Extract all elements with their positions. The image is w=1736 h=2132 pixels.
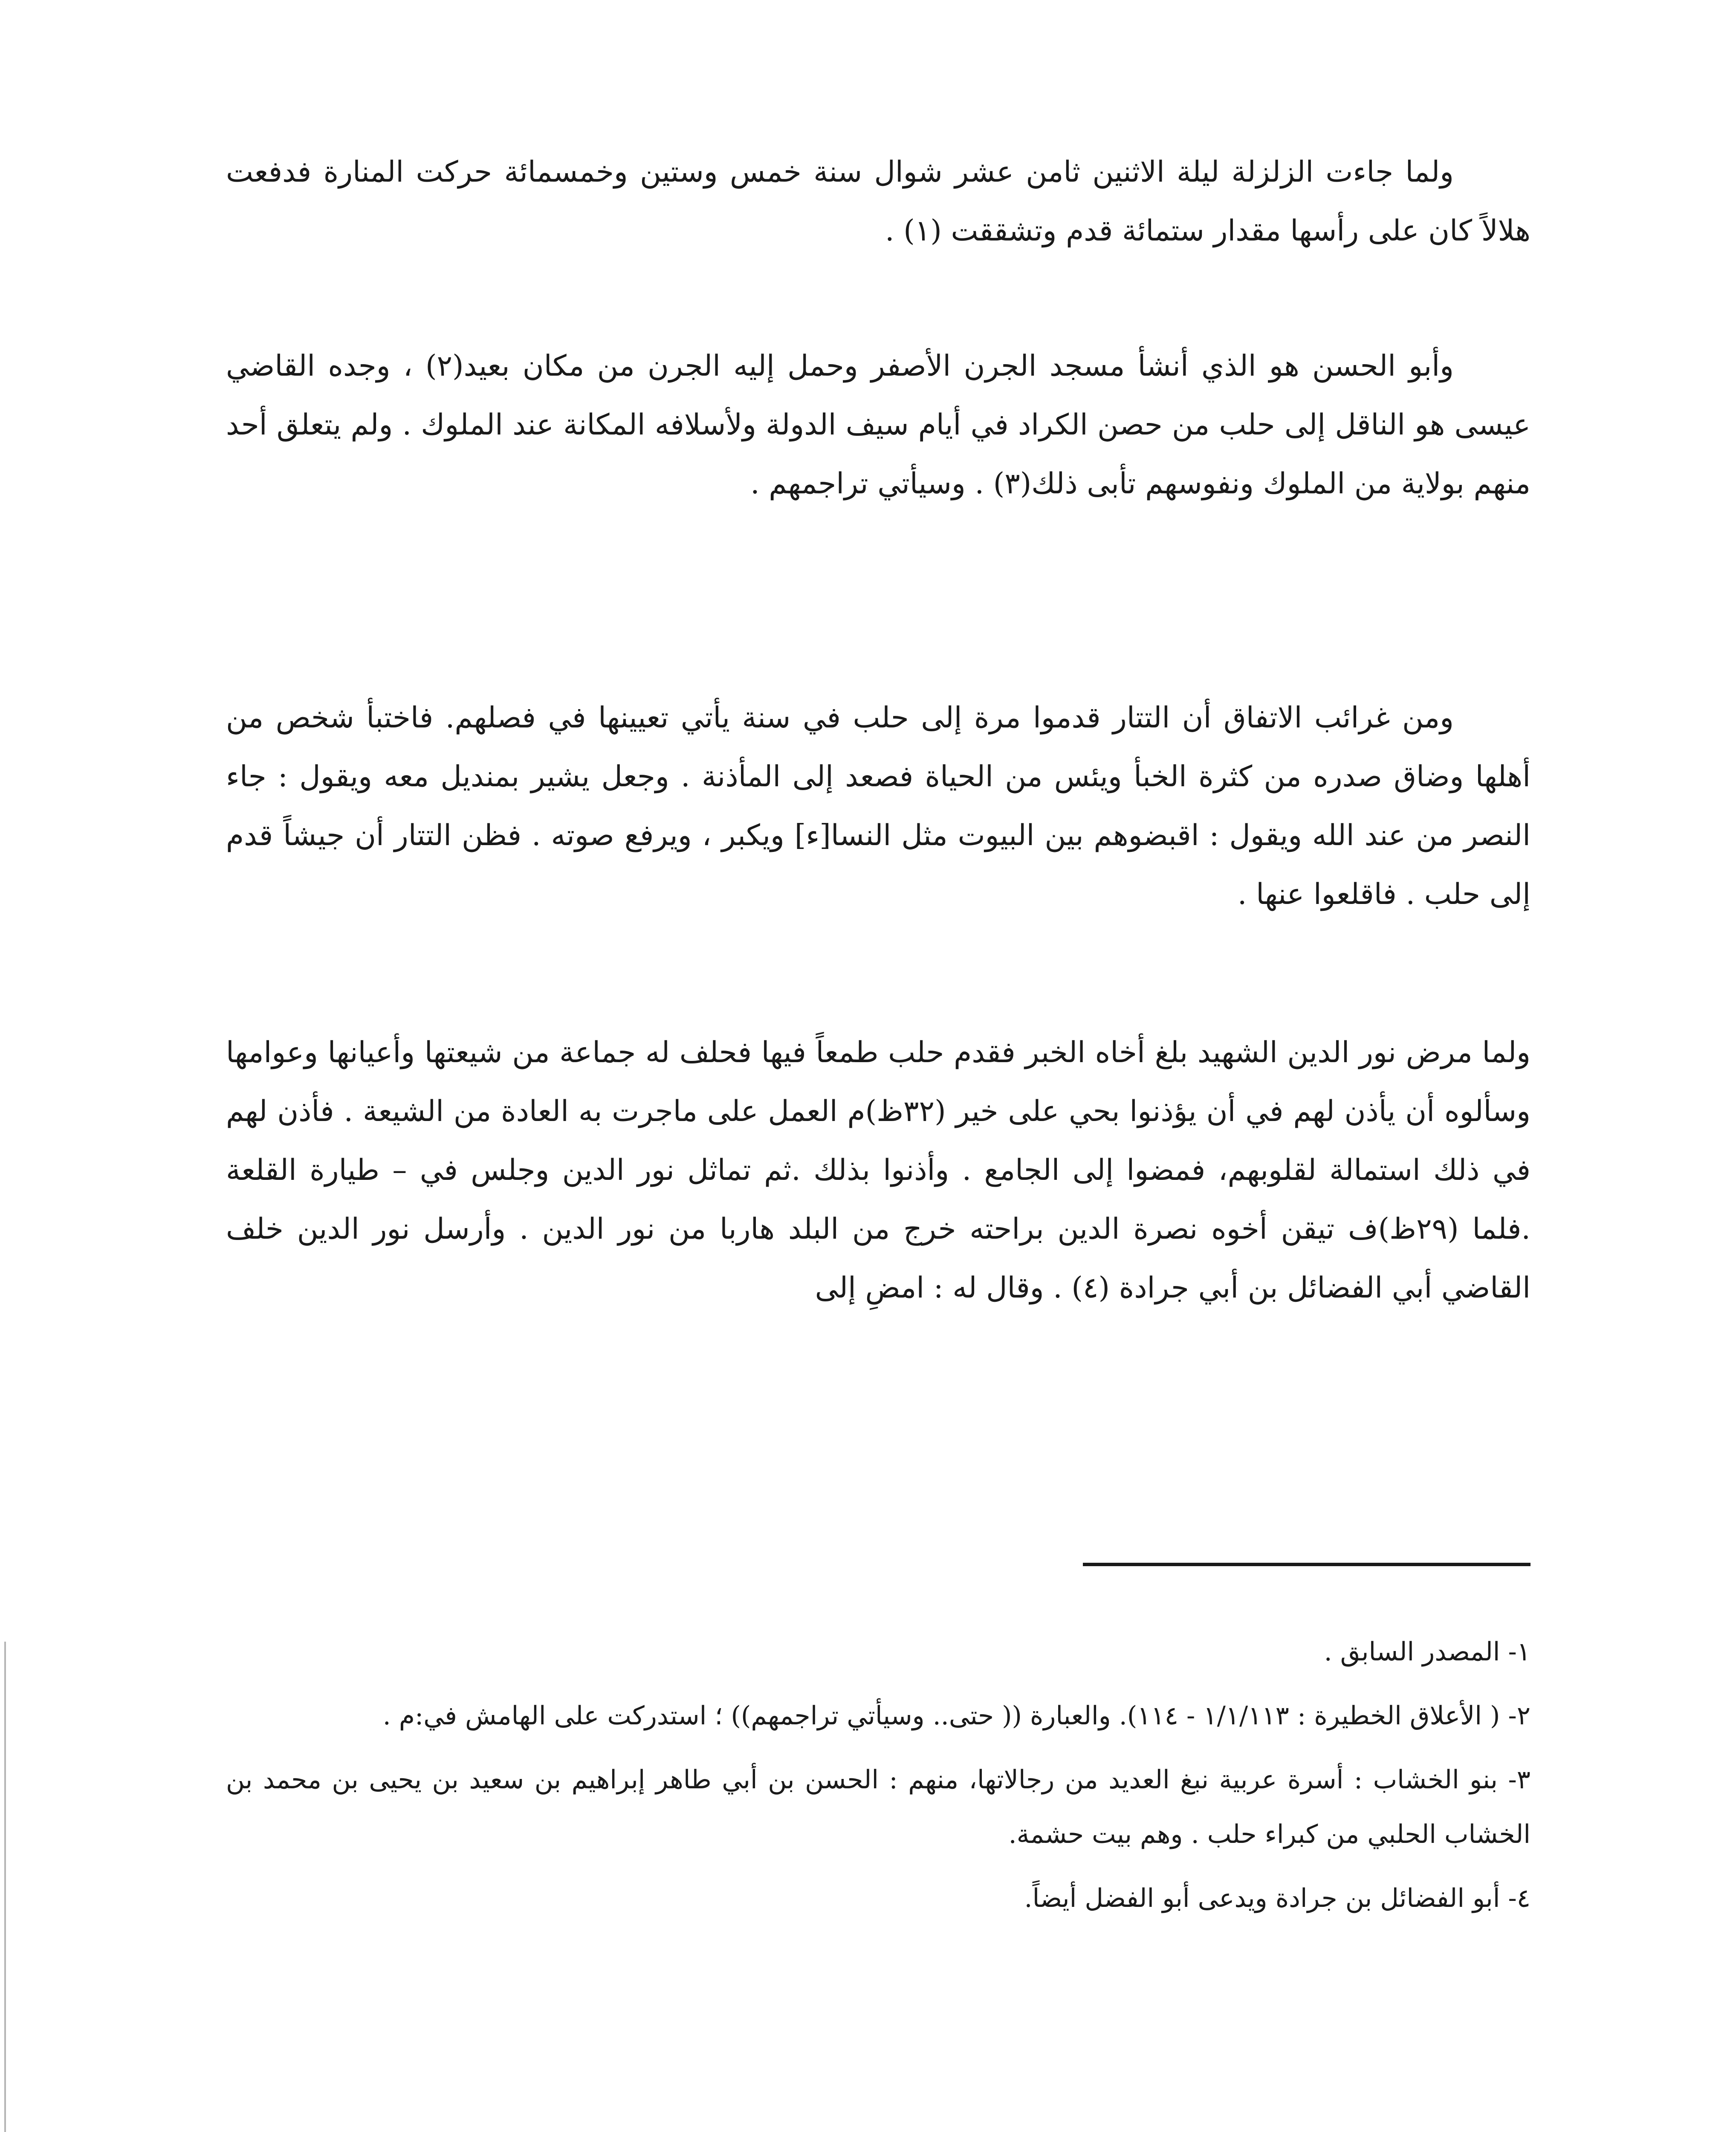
paragraph-tatars: ومن غرائب الاتفاق أن التتار قدموا مرة إلى حلب في سنة يأتي تعيينها في فصلهم. فاختبأ شخص من أهلها وضاق صدره من كثرة الخبأ ويئس من الحياة فصعد إلى المأذنة . وجعل يشير بمنديل معه ويقول : جاء النصر من عند الله ويقول : اقبضوهم بين البيوت مثل النسا[ء] ويكبر ، ويرفع صوته . فظن التتار أن جيشاً قدم إلى حلب . فاقلعوا عنها . [226, 701, 1531, 911]
footnote-divider [1083, 1563, 1531, 1566]
paragraph-abu-al-hasan: وأبو الحسن هو الذي أنشأ مسجد الجرن الأصفر وحمل إليه الجرن من مكان بعيد(٢) ، وجده القاضي عيسى هو الناقل إلى حلب من حصن الكراد في أيام سيف الدولة ولأسلافه المكانة عند الملوك . ولم يتعلق أحد منهم بولاية من الملوك ونفوسهم تأبى ذلك(٣) . وسيأتي تراجمهم . [226, 349, 1531, 501]
main-text-block-2 [226, 337, 1531, 513]
paragraph-nur-al-din: ولما مرض نور الدين الشهيد بلغ أخاه الخبر فقدم حلب طمعاً فيها فحلف له جماعة من شيعتها وأعيانها وعوامها وسألوه أن يأذن لهم في أن يؤذنوا بحي على خير (٣٢ظ)م العمل على ماجرت به العادة من الشيعة . فأذن لهم في ذلك استمالة لقلوبهم، فمضوا إلى الجامع . وأذنوا بذلك .ثم تماثل نور الدين وجلس في – طيارة القلعة .فلما (٢٩ظ)ف تيقن أخوه نصرة الدين براحته خرج من البلد هاربا من نور الدين . وأرسل نور الدين خلف القاضي أبي الفضائل بن أبي جرادة (٤) . وقال له : امضِ إلى [226, 1036, 1531, 1305]
main-text-block-4 [226, 1023, 1531, 1318]
footnote-4: ٤- أبو الفضائل بن جرادة ويدعى أبو الفضل أيضاً. [1024, 1883, 1531, 1913]
scan-edge-line [4, 1642, 6, 2132]
paragraph-earthquake: ولما جاءت الزلزلة ليلة الاثنين ثامن عشر شوال سنة خمس وستين وخمسمائة حركت المنارة فدفعت هلالاً كان على رأسها مقدار ستمائة قدم وتشققت (١) . [226, 155, 1531, 248]
main-text-block-3 [226, 689, 1531, 924]
footnotes-section [226, 1625, 1531, 1935]
main-text-block-1 [226, 143, 1531, 261]
footnote-2: ٢- ( الأعلاق الخطيرة : ١/١/١١٣ - ١١٤). والعبارة (( حتى.. وسيأتي تراجمهم)) ؛ استدركت على الهامش في:م . [382, 1701, 1531, 1731]
footnote-3: ٣- بنو الخشاب : أسرة عربية نبغ العديد من رجالاتها، منهم : الحسن بن أبي طاهر إبراهيم بن سعيد بن يحيى بن محمد بن الخشاب الحلبي من كبراء حلب . وهم بيت حشمة. [226, 1765, 1531, 1849]
footnote-1: ١- المصدر السابق . [1324, 1637, 1531, 1667]
